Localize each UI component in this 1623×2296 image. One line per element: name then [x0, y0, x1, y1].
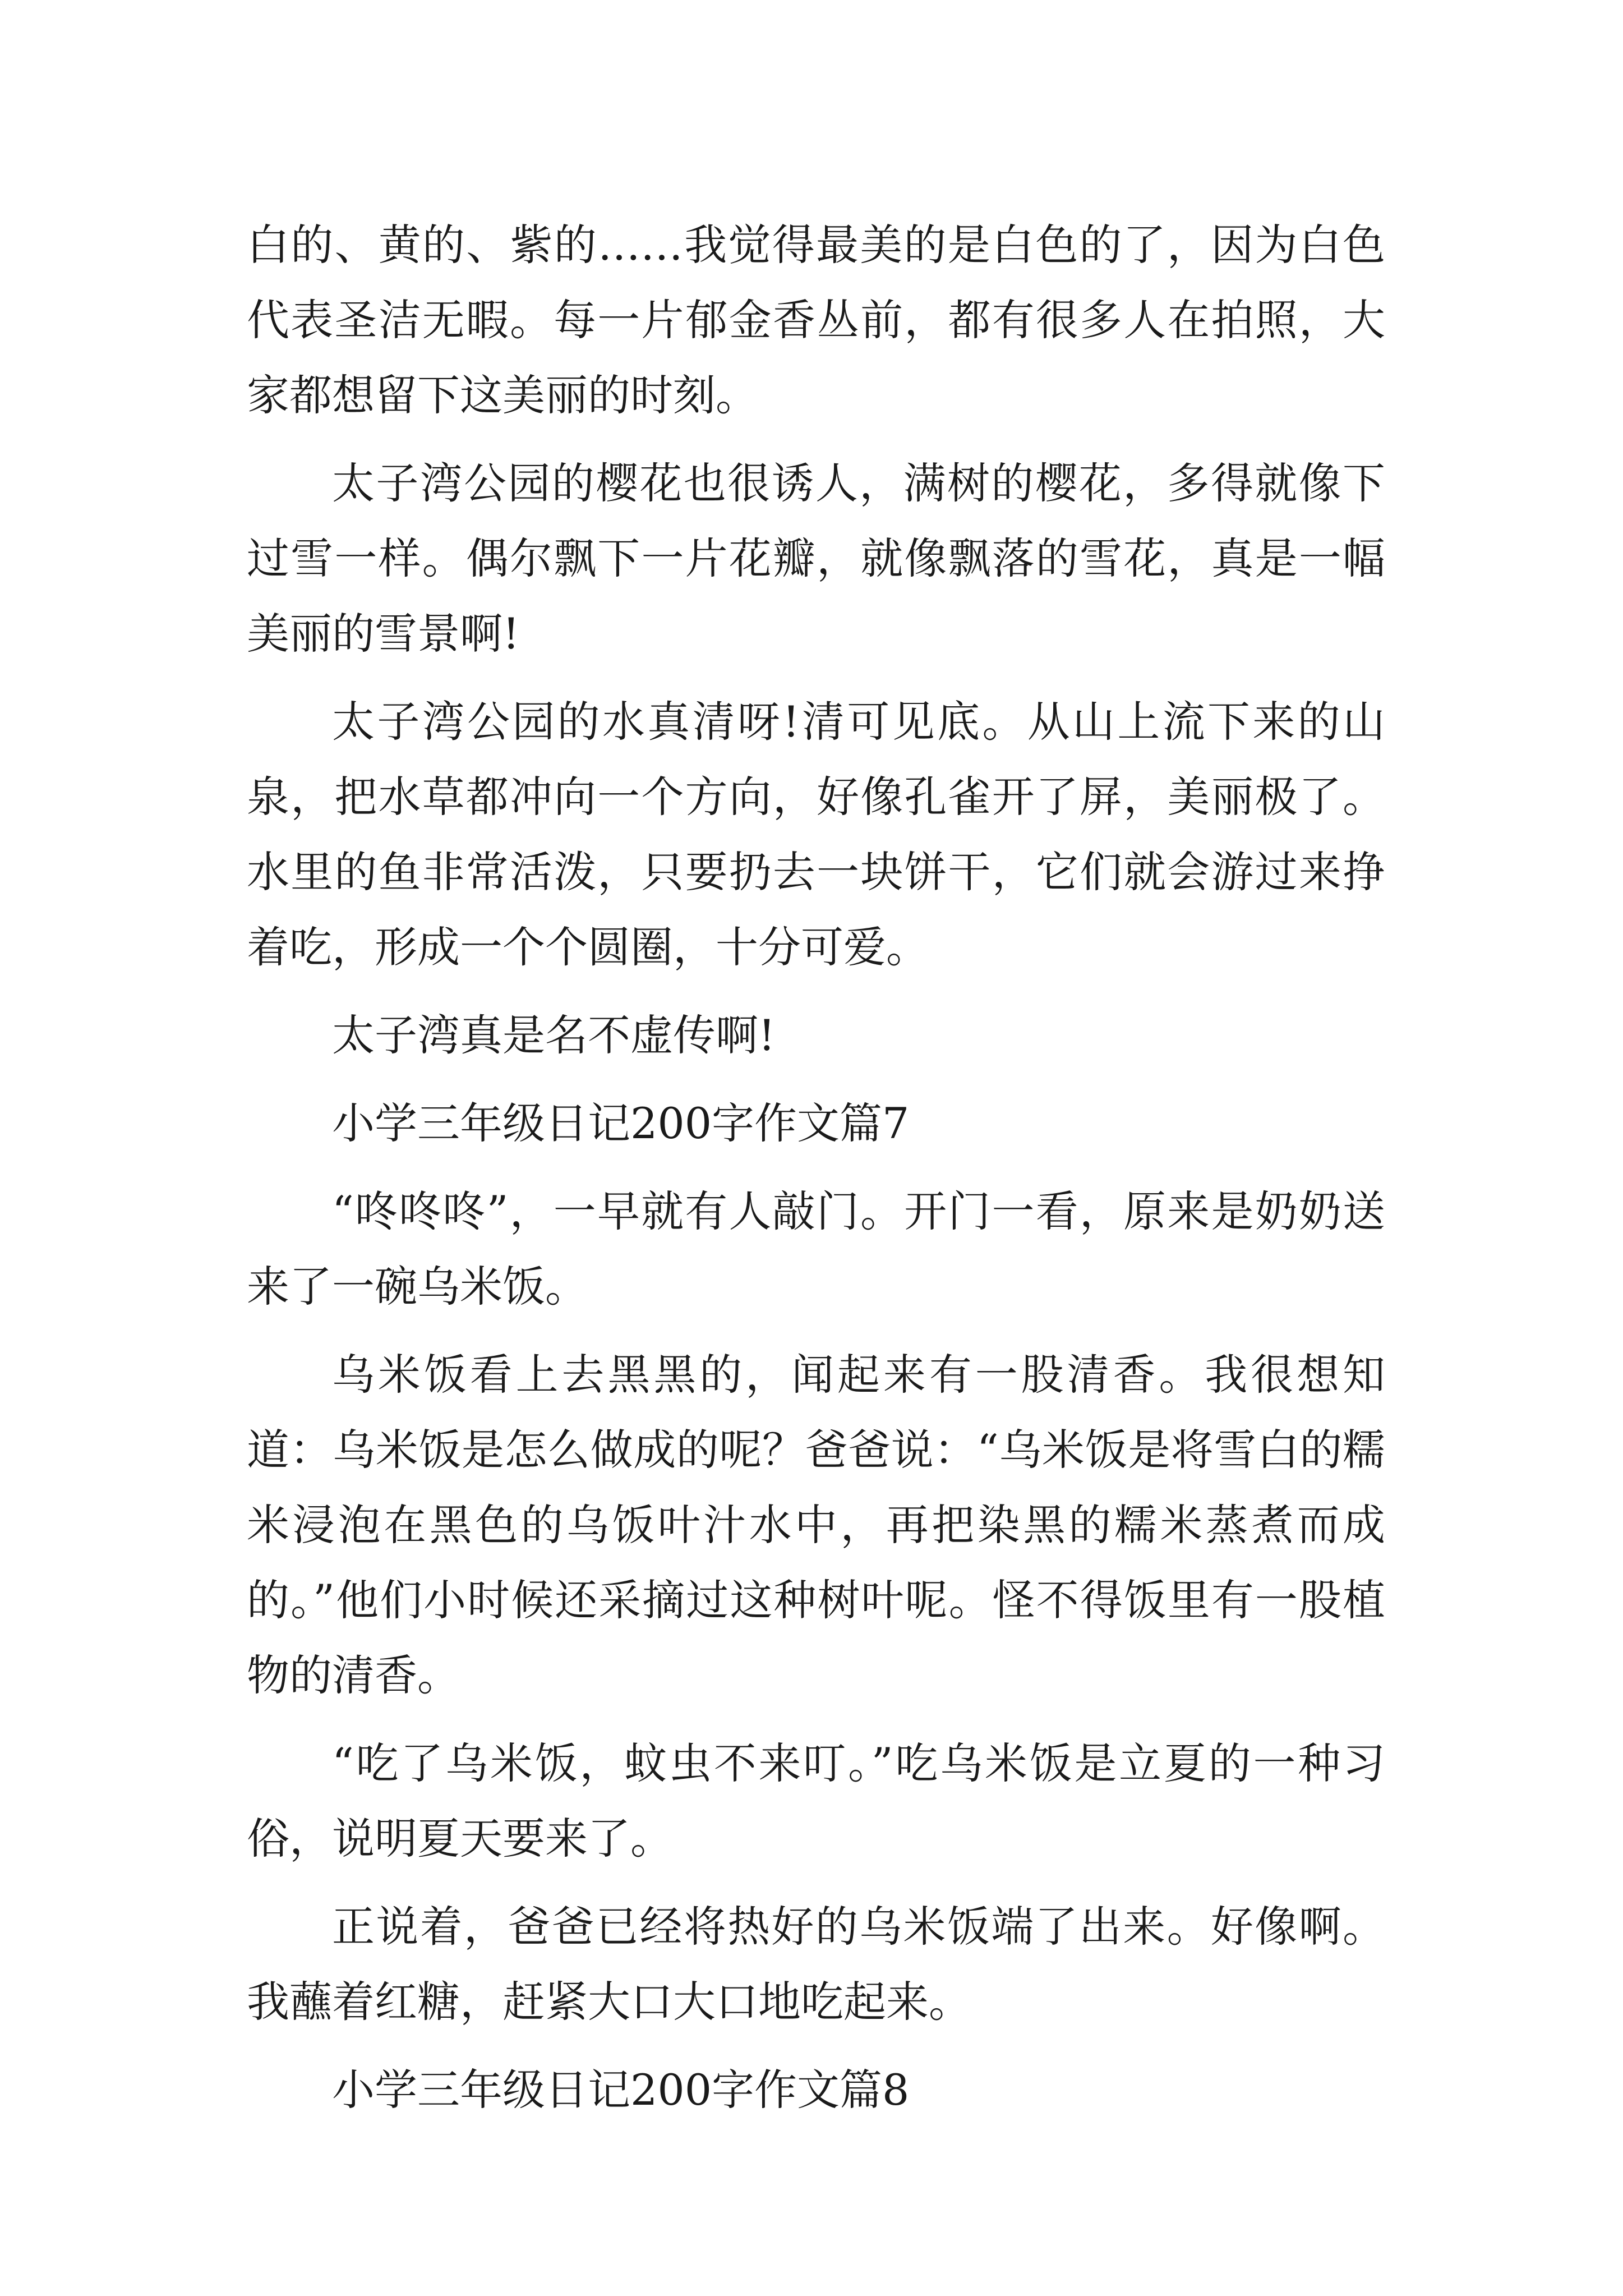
paragraph-custom: “吃了乌米饭，蚊虫不来叮。”吃乌米饭是立夏的一种习俗，说明夏天要来了。 [247, 1738, 1385, 1864]
paragraph-eating: 正说着，爸爸已经将热好的乌米饭端了出来。好像啊。我蘸着红糖，赶紧大口大口地吃起来。 [247, 1902, 1385, 2027]
paragraph-cherry-blossoms: 太子湾公园的樱花也很诱人，满树的樱花，多得就像下过雪一样。偶尔飘下一片花瓣，就像飘落的雪花，真是一幅美丽的雪景啊! [247, 458, 1385, 659]
section-heading-7: 小学三年级日记200字作文篇7 [332, 1098, 910, 1148]
paragraph-black-rice: 乌米饭看上去黑黑的，闻起来有一股清香。我很想知道：乌米饭是怎么做成的呢？爸爸说：“乌米饭是将雪白的糯米浸泡在黑色的乌饭叶汁水中，再把染黑的糯米蒸煮而成的。”他们小时候还采摘过这种树叶呢。怪不得饭里有一股植物的清香。 [247, 1350, 1385, 1700]
paragraph-conclusion: 太子湾真是名不虚传啊! [332, 1010, 776, 1060]
paragraph-knock-door: “咚咚咚”，一早就有人敲门。开门一看，原来是奶奶送来了一碗乌米饭。 [247, 1186, 1385, 1312]
paragraph-clear-water: 太子湾公园的水真清呀!清可见底。从山上流下来的山泉，把水草都冲向一个方向，好像孔雀开了屏，美丽极了。水里的鱼非常活泼，只要扔去一块饼干，它们就会游过来挣着吃，形成一个个圆圈，十分可爱。 [247, 697, 1385, 972]
paragraph-tulips-continued: 白的、黄的、紫的……我觉得最美的是白色的了，因为白色代表圣洁无暇。每一片郁金香丛前，都有很多人在拍照，大家都想留下这美丽的时刻。 [247, 220, 1385, 420]
section-heading-8: 小学三年级日记200字作文篇8 [332, 2065, 910, 2115]
document-body [247, 208, 1385, 2141]
